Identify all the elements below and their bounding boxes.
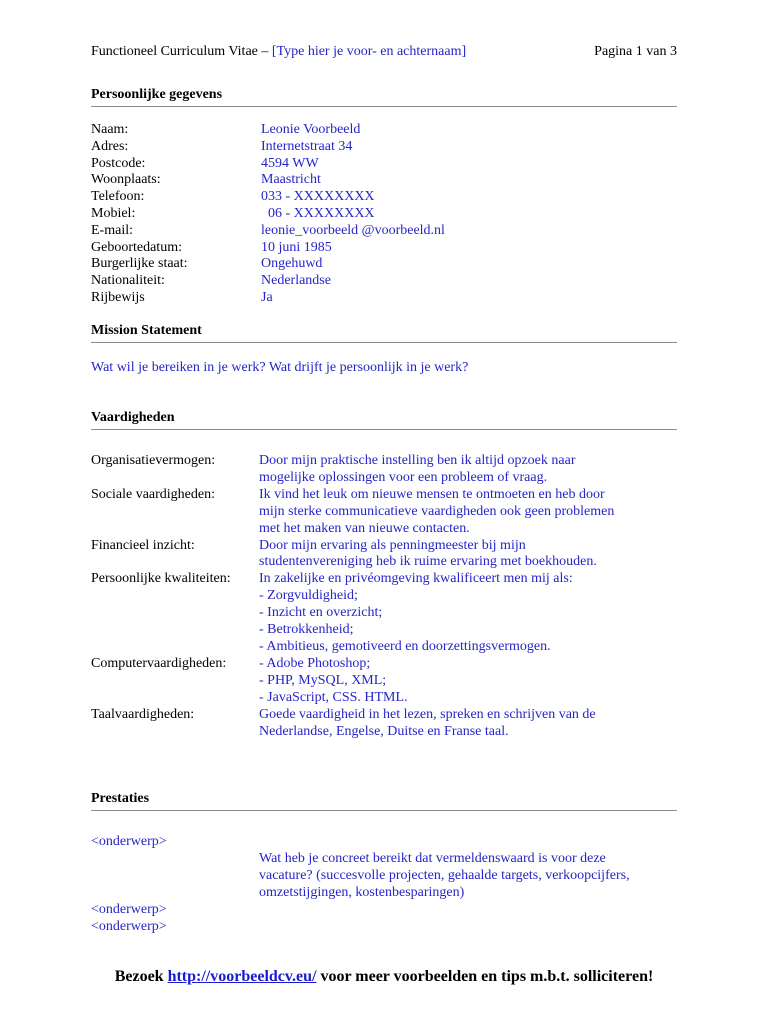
skill-line: Goede vaardigheid in het lezen, spreken en schrijven van de xyxy=(259,706,596,722)
skill-line: Door mijn praktische instelling ben ik altijd opzoek naar xyxy=(259,453,576,468)
skill-line: studentenvereniging heb ik ruime ervaring met boekhouden. xyxy=(259,554,597,570)
skill-label: Organisatievermogen: xyxy=(91,453,216,468)
detail-value[interactable]: Leonie Voorbeeld xyxy=(261,122,361,137)
footer-link[interactable]: http://voorbeeldcv.eu/ xyxy=(167,968,317,985)
detail-row-postcode xyxy=(91,156,677,173)
detail-value[interactable]: 06 - XXXXXXXX xyxy=(261,205,375,221)
skill-row-computer xyxy=(91,656,677,707)
skill-description[interactable] xyxy=(259,571,573,656)
detail-value[interactable]: Ja xyxy=(261,289,273,305)
detail-label: Telefoon: xyxy=(91,189,145,205)
skill-label: Persoonlijke kwaliteiten: xyxy=(91,571,231,587)
skill-description[interactable] xyxy=(259,656,408,707)
achievement-topic[interactable]: <onderwerp> xyxy=(91,919,167,934)
section-heading-personal: Persoonlijke gegevens xyxy=(91,86,677,107)
detail-value[interactable]: 4594 WW xyxy=(261,155,319,171)
skill-description[interactable] xyxy=(259,453,575,487)
achievement-topic[interactable]: <onderwerp> xyxy=(91,834,167,849)
skill-line: - Zorgvuldigheid; xyxy=(259,588,358,604)
detail-label: Geboortedatum: xyxy=(91,239,182,255)
skill-line: mijn sterke communicatieve vaardigheden ook geen problemen xyxy=(259,503,615,519)
detail-row-email xyxy=(91,223,677,240)
skill-line: Nederlandse, Engelse, Duitse en Franse taal. xyxy=(259,723,509,739)
detail-row-city xyxy=(91,172,677,189)
page-header xyxy=(91,42,677,62)
detail-value[interactable]: Maastricht xyxy=(261,172,321,188)
personal-details xyxy=(91,122,677,307)
skill-description[interactable] xyxy=(259,538,597,572)
skill-line: met het maken van nieuwe contacten. xyxy=(259,520,470,536)
detail-row-mobile xyxy=(91,206,677,223)
skill-line: - JavaScript, CSS. HTML. xyxy=(259,689,408,705)
skill-row-financial xyxy=(91,538,677,572)
header-title: Functioneel Curriculum Vitae – xyxy=(91,44,272,59)
detail-label: Rijbewijs xyxy=(91,289,145,305)
skill-label: Taalvaardigheden: xyxy=(91,706,195,722)
skill-label: Sociale vaardigheden: xyxy=(91,486,216,502)
detail-row-birthdate xyxy=(91,240,677,257)
skill-line: - Betrokkenheid; xyxy=(259,622,354,638)
skills-list xyxy=(91,453,677,740)
detail-value[interactable]: 10 juni 1985 xyxy=(261,239,332,255)
skill-label: Financieel inzicht: xyxy=(91,537,195,553)
detail-label: Burgerlijke staat: xyxy=(91,256,188,272)
achievements-list xyxy=(91,833,677,935)
footer-suffix: voor meer voorbeelden en tips m.b.t. solliciteren! xyxy=(316,968,654,985)
achievement-topic[interactable]: <onderwerp> xyxy=(91,902,167,917)
detail-value[interactable]: 033 - XXXXXXXX xyxy=(261,189,375,205)
skill-line: In zakelijke en privéomgeving kwalificeert men mij als: xyxy=(259,571,573,587)
detail-row-license xyxy=(91,290,677,307)
section-heading-skills: Vaardigheden xyxy=(91,409,677,430)
detail-label: Adres: xyxy=(91,138,129,154)
detail-value[interactable]: leonie_voorbeeld @voorbeeld.nl xyxy=(261,222,445,238)
achievement-description[interactable] xyxy=(259,850,677,901)
detail-label: Mobiel: xyxy=(91,205,136,221)
detail-label: E-mail: xyxy=(91,222,133,238)
skill-row-personal-qualities xyxy=(91,571,677,656)
skill-row-organization xyxy=(91,453,677,487)
skill-line: - PHP, MySQL, XML; xyxy=(259,672,387,688)
skill-line: mogelijke oplossingen voor een probleem of vraag. xyxy=(259,469,548,485)
skill-line: Door mijn ervaring als penningmeester bij mijn xyxy=(259,537,526,553)
mission-text[interactable]: Wat wil je bereiken in je werk? Wat drijft je persoonlijk in je werk? xyxy=(91,360,469,375)
skill-row-language xyxy=(91,707,677,741)
detail-value[interactable]: Ongehuwd xyxy=(261,256,323,272)
detail-row-name xyxy=(91,122,677,139)
skill-line: - Inzicht en overzicht; xyxy=(259,605,383,621)
detail-row-marital-status xyxy=(91,256,677,273)
skill-line: - Ambitieus, gemotiveerd en doorzettingsvermogen. xyxy=(259,638,551,654)
achievement-line: omzetstijgingen, kostenbesparingen) xyxy=(259,885,465,900)
skill-label: Computervaardigheden: xyxy=(91,655,227,671)
detail-row-address xyxy=(91,139,677,156)
page-indicator: Pagina 1 van 3 xyxy=(594,44,677,59)
detail-row-nationality xyxy=(91,273,677,290)
skill-line: - Adobe Photoshop; xyxy=(259,655,371,671)
skill-line: Ik vind het leuk om nieuwe mensen te ontmoeten en heb door xyxy=(259,486,605,502)
skill-description[interactable] xyxy=(259,707,596,741)
footer-promo xyxy=(0,967,768,987)
header-title-group xyxy=(91,42,466,62)
name-placeholder[interactable]: [Type hier je voor- en achternaam] xyxy=(271,44,467,59)
footer-prefix: Bezoek xyxy=(114,968,168,985)
section-heading-achievements: Prestaties xyxy=(91,790,677,811)
achievement-line: vacature? (succesvolle projecten, gehaalde targets, verkoopcijfers, xyxy=(259,868,630,883)
achievement-line: Wat heb je concreet bereikt dat vermeldenswaard is voor deze xyxy=(259,851,606,866)
detail-label: Nationaliteit: xyxy=(91,273,165,289)
detail-value[interactable]: Internetstraat 34 xyxy=(261,138,353,154)
detail-row-phone xyxy=(91,189,677,206)
detail-label: Postcode: xyxy=(91,155,146,171)
detail-label: Woonplaats: xyxy=(91,172,161,188)
detail-value[interactable]: Nederlandse xyxy=(261,273,331,289)
skill-description[interactable] xyxy=(259,487,614,538)
detail-label: Naam: xyxy=(91,122,129,137)
skill-row-social xyxy=(91,487,677,538)
section-heading-mission: Mission Statement xyxy=(91,322,677,343)
